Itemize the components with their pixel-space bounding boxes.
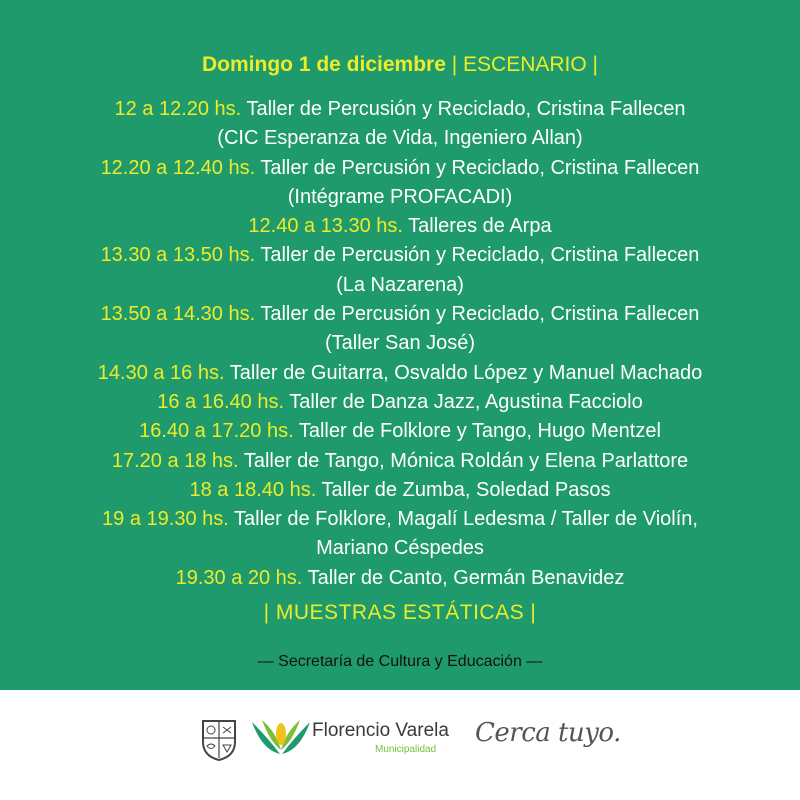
event-header: [0, 50, 800, 80]
schedule-time: 13.50 a 14.30 hs.: [100, 303, 256, 326]
stage-label: | ESCENARIO |: [445, 53, 598, 76]
schedule-description: Taller de Percusión y Reciclado, Cristina Fallecen: [255, 156, 700, 179]
schedule-description: (Taller San José): [324, 332, 476, 355]
slogan: Cerca tuyo.: [475, 718, 621, 748]
schedule-time: 19 a 19.30 hs.: [102, 508, 229, 531]
footer-logos: [0, 690, 800, 800]
schedule-time: 12.40 a 13.30 hs.: [248, 215, 403, 238]
schedule-time: 16 a 16.40 hs.: [157, 390, 285, 413]
schedule-time: 19.30 a 20 hs.: [175, 566, 303, 589]
schedule-description: Taller de Zumba, Soledad Pasos: [316, 478, 611, 501]
brand-name: Florencio Varela: [312, 720, 449, 741]
schedule-description: Taller de Percusión y Reciclado, Cristina Fallecen: [255, 244, 700, 267]
schedule-time: 17.20 a 18 hs.: [111, 449, 239, 472]
schedule-time: 16.40 a 17.20 hs.: [139, 420, 294, 443]
schedule-line: [0, 241, 800, 270]
schedule-line: [0, 300, 800, 329]
schedule-time: 12 a 12.20 hs.: [114, 98, 242, 120]
schedule-line: [0, 505, 800, 534]
schedule-line: [0, 447, 800, 476]
schedule-time: 18 a 18.40 hs.: [189, 478, 317, 501]
schedule-description: (La Nazarena): [336, 273, 464, 296]
schedule-description: Taller de Guitarra, Osvaldo López y Manuel Machado: [224, 361, 703, 384]
schedule-time: 12.20 a 12.40 hs.: [100, 156, 256, 179]
schedule-description: Taller de Canto, Germán Benavidez: [302, 566, 625, 589]
schedule-line: [0, 183, 800, 212]
schedule-list: [0, 95, 800, 593]
schedule-line: [0, 476, 800, 505]
schedule-description: Taller de Percusión y Reciclado, Cristina Fallecen: [241, 98, 686, 120]
schedule-description: Talleres de Arpa: [402, 215, 552, 238]
schedule-description: Taller de Tango, Mónica Roldán y Elena Parlattore: [238, 449, 689, 472]
secretaria-credit: — Secretaría de Cultura y Educación —: [257, 653, 543, 670]
schedule-description: Taller de Percusión y Reciclado, Cristina Fallecen: [255, 303, 700, 326]
event-date: Domingo 1 de diciembre: [202, 53, 446, 76]
schedule-description: Mariano Céspedes: [316, 537, 484, 560]
brand-subtitle: Municipalidad: [375, 744, 437, 755]
schedule-line: [0, 95, 800, 124]
schedule-line: [0, 212, 800, 241]
schedule-line: [0, 388, 800, 417]
schedule-line: [0, 534, 800, 563]
schedule-line: [0, 271, 800, 300]
schedule-line: [0, 564, 800, 593]
schedule-line: [0, 124, 800, 153]
schedule-time: 13.30 a 13.50 hs.: [100, 244, 256, 267]
schedule-description: (CIC Esperanza de Vida, Ingeniero Allan): [217, 127, 583, 150]
schedule-line: [0, 329, 800, 358]
schedule-description: Taller de Folklore y Tango, Hugo Mentzel: [293, 420, 661, 443]
schedule-description: Taller de Folklore, Magalí Ledesma / Taller de Violín,: [228, 508, 698, 531]
florencio-varela-leaf-logo-icon: [250, 712, 312, 760]
schedule-line: [0, 359, 800, 388]
schedule-description: Taller de Danza Jazz, Agustina Facciolo: [284, 390, 643, 413]
schedule-line: [0, 417, 800, 446]
schedule-time: 14.30 a 16 hs.: [97, 361, 225, 384]
municipal-seal-icon: [200, 718, 238, 762]
schedule-line: [0, 154, 800, 183]
muestras-estaticas-heading: | MUESTRAS ESTÁTICAS |: [263, 601, 537, 624]
schedule-description: (Intégrame PROFACADI): [287, 185, 513, 208]
